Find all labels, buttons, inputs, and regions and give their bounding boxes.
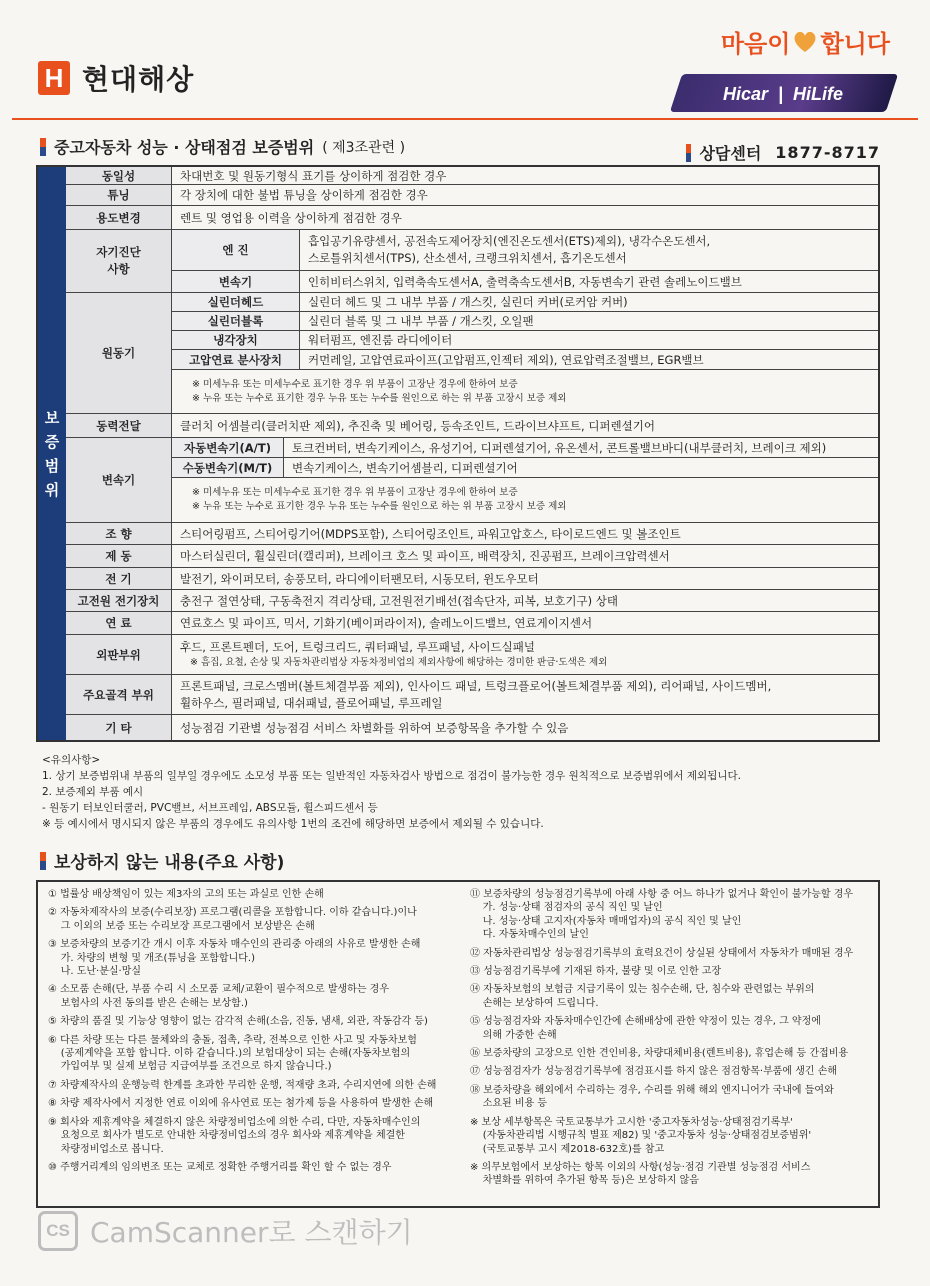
warranty-table — [36, 165, 880, 742]
engine-sub-label: 실린더블록 — [172, 312, 300, 331]
slogan-text-before: 마음이 — [720, 30, 791, 58]
engine-sub-label: 고압연료 분사장치 — [172, 350, 300, 370]
selfdiag-trans-text: 인히비터스위치, 입력축속도센서A, 출력축속도센서B, 자동변속기 관련 솔레노이드밸브 — [300, 271, 878, 293]
header-divider — [12, 118, 918, 120]
row-text-drivetrain: 클러치 어셈블리(클러치판 제외), 추진축 및 베어링, 등속조인트, 드라이브샤프트, 디퍼렌셜기어 — [172, 414, 878, 438]
engine-sub-label: 냉각장치 — [172, 331, 300, 350]
exclusion-item: ⑨ 회사와 제휴계약을 체결하지 않은 차량정비업소에 의한 수리, 다만, 자동차매수인의 요청으로 회사가 별도로 안내한 차량정비업소의 경우 회사와 제휴계약을 체결한 차량정비업소로 봅니다. — [48, 1116, 421, 1155]
engine-sub-text: 실린더 헤드 및 그 내부 부품 / 개스킷, 실린더 커버(로커암 커버) — [300, 293, 878, 312]
selfdiag-label-line1: 자기진단 — [96, 245, 141, 259]
exclusions-left-column — [48, 888, 453, 1179]
row-label-engine: 원동기 — [66, 293, 172, 414]
auto-trans-text: 토크컨버터, 변속기케이스, 유성기어, 디퍼렌셜기어, 유온센서, 콘트롤밸브바디(내부클러치, 브레이크 제외) — [284, 438, 878, 458]
engine-notes — [172, 370, 878, 414]
row-label-electric: 전 기 — [66, 568, 172, 590]
row-label-exterior: 외판부위 — [66, 635, 172, 675]
exclusion-note: ※ 의무보험에서 보상하는 항목 이외의 사항(성능·점검 기관별 성능점검 서비스 차별화를 위하여 추가된 항목 등)은 보상하지 않음 — [470, 1161, 811, 1187]
exclusion-item: ⑤ 차량의 품질 및 기능상 영향이 없는 감각적 손해(소음, 진동, 냄새, 외관, 작동감각 등) — [48, 1016, 428, 1028]
hotline-number: 1877-8717 — [775, 143, 880, 162]
company-logo — [38, 58, 194, 98]
section-bar-icon — [40, 852, 46, 870]
transmission-notes — [172, 478, 878, 523]
transmission-note: ※ 미세누유 또는 미세누수로 표기한 경우 위 부품이 고장난 경우에 한하여 보증 — [192, 487, 518, 498]
exclusion-item: ⑥ 다른 차량 또는 다른 물체와의 충돌, 접촉, 추락, 전복으로 인한 사고 및 자동차보험 (공제계약을 포함 합니다. 이하 같습니다.)의 보험대상이 되는 손해(자동차보험의 가입여부 및 실제 보험금 지급여부를 조건으로 하지 않습니다.) — [48, 1034, 417, 1073]
transmission-note: ※ 누유 또는 누수로 표기한 경우 누유 또는 누수를 원인으로 하는 위 부품 고장시 보증 제외 — [192, 501, 567, 512]
side-char: 범 — [44, 457, 60, 475]
selfdiag-engine-label: 엔 진 — [172, 230, 300, 271]
exterior-text: 후드, 프론트펜더, 도어, 트렁크리드, 쿼터패널, 루프패널, 사이드실패널 — [180, 640, 535, 654]
heart-icon — [792, 30, 818, 54]
exclusion-item: ⑯ 보증차량의 고장으로 인한 견인비용, 차량대체비용(렌트비용), 휴업손해 등 간접비용 — [470, 1048, 849, 1060]
row-text-usage: 렌트 및 영업용 이력을 상이하게 점검한 경우 — [172, 206, 878, 230]
exclusion-item: ⑩ 주행거리계의 임의변조 또는 교체로 정확한 주행거리를 확인 할 수 없는 경우 — [48, 1161, 392, 1173]
row-text-fuel: 연료호스 및 파이프, 믹서, 기화기(베이퍼라이저), 솔레노이드밸브, 연료게이지센서 — [172, 612, 878, 635]
row-text-exterior — [172, 635, 878, 675]
exclusion-item: ⑫ 자동차관리법상 성능점검기록부의 효력요건이 상실된 상태에서 자동차가 매매된 경우 — [470, 947, 854, 959]
warranty-side-band — [38, 167, 66, 740]
exclusions-right-column — [470, 888, 874, 1193]
row-label-steering: 조 향 — [66, 523, 172, 545]
caution-line: - 원동기 터보인터쿨러, PVC밸브, 서브프레임, ABS모듈, 휠스피드센서 등 — [42, 802, 378, 814]
camscanner-watermark — [38, 1211, 413, 1251]
exclusions-title: 보상하지 않는 내용(주요 사항) — [54, 853, 285, 873]
side-char: 위 — [44, 481, 60, 499]
row-text-identity: 차대번호 및 원동기형식 표기를 상이하게 점검한 경우 — [172, 167, 878, 185]
section-title-warranty — [40, 135, 405, 158]
engine-sub-text: 실린더 블록 및 그 내부 부품 / 개스킷, 오일팬 — [300, 312, 878, 331]
engine-note: ※ 미세누유 또는 미세누수로 표기한 경우 위 부품이 고장난 경우에 한하여 보증 — [192, 378, 518, 390]
selfdiag-engine-line1: 흡입공기유량센서, 공전속도제어장치(엔진온도센서(ETS)제외), 냉각수온도센서, — [308, 234, 711, 248]
selfdiag-label-line2: 사항 — [107, 262, 130, 276]
hotline-bar-icon — [686, 144, 691, 162]
exclusion-item: ② 자동차제작사의 보증(수리보장) 프로그램(리콜을 포함합니다. 이하 같습니다.)이나 그 이외의 보증 또는 수리보장 프로그램에서 보상받은 손해 — [48, 907, 417, 932]
section-title-exclusions — [40, 848, 284, 873]
exclusion-item: ③ 보증차량의 보증기간 개시 이후 자동차 매수인의 관리중 아래의 사유로 발생한 손해 가. 차량의 변형 및 개조(튜닝을 포함합니다.) 나. 도난·분실·망실 — [48, 939, 421, 978]
row-text-hv: 충전구 절연상태, 구동축전지 격리상태, 고전원전기배선(접속단자, 피복, 보호기구) 상태 — [172, 590, 878, 612]
exclusion-item: ① 법률상 배상책임이 있는 제3자의 고의 또는 과실로 인한 손해 — [48, 889, 324, 900]
row-label-hv: 고전원 전기장치 — [66, 590, 172, 612]
row-text-brake: 마스터실린더, 휠실린더(캘리퍼), 브레이크 호스 및 파이프, 배력장치, 진공펌프, 브레이크압력센서 — [172, 545, 878, 568]
brand-text — [680, 80, 886, 108]
hotline — [686, 141, 880, 164]
row-text-tuning: 각 장치에 대한 불법 튜닝을 상이하게 점검한 경우 — [172, 185, 878, 206]
exclusion-item: ⑧ 차량 제작사에서 지정한 연료 이외에 유사연료 또는 첨가제 등을 사용하여 발생한 손해 — [48, 1098, 434, 1110]
engine-sub-label: 실린더헤드 — [172, 293, 300, 312]
exclusion-item: ⑰ 성능점검자가 성능점검기록부에 점검표시를 하지 않은 점검항목·부품에 생긴 손해 — [470, 1066, 838, 1078]
row-label-frame: 주요골격 부위 — [66, 675, 172, 715]
exclusion-item: ⑮ 성능점검자와 자동차매수인간에 손해배상에 관한 약정이 있는 경우, 그 약정에 의해 가중한 손해 — [470, 1016, 821, 1041]
frame-line2: 휠하우스, 필러패널, 대쉬패널, 플로어패널, 루프레일 — [180, 695, 443, 710]
caution-line: ※ 등 예시에서 명시되지 않은 부품의 경우에도 유의사항 1번의 조건에 해당하면 보증에서 제외될 수 있습니다. — [42, 818, 544, 830]
row-label-drivetrain: 동력전달 — [66, 414, 172, 438]
row-text-electric: 발전기, 와이퍼모터, 송풍모터, 라디에이터팬모터, 시동모터, 윈도우모터 — [172, 568, 878, 590]
manual-trans-text: 변속기케이스, 변속기어셈블리, 디퍼렌셜기어 — [284, 458, 878, 478]
exclusion-item: ④ 소모품 손해(단, 부품 수리 시 소모품 교체/교환이 필수적으로 발생하는 경우 보험사의 사전 동의를 받은 손해는 보상함.) — [48, 984, 390, 1009]
exclusion-item: ⑬ 성능점검기록부에 기재된 하자, 불량 및 이로 인한 고장 — [470, 966, 722, 978]
company-name: 현대해상 — [82, 63, 195, 96]
caution-line: 2. 보증제외 부품 예시 — [42, 786, 144, 798]
engine-sub-text: 커먼레일, 고압연료파이프(고압펌프,인젝터 제외), 연료압력조절밸브, EGR밸브 — [300, 350, 878, 370]
side-char: 보 — [44, 409, 60, 427]
exterior-note: ※ 흠집, 요철, 손상 및 자동차관리법상 자동차정비업의 제외사항에 해당하는 경미한 판금·도색은 제외 — [190, 657, 608, 668]
section-bar-icon — [40, 138, 46, 156]
brand-separator: | — [777, 83, 784, 104]
row-text-steering: 스티어링펌프, 스티어링기어(MDPS포함), 스티어링조인트, 파워고압호스, 타이로드엔드 및 볼조인트 — [172, 523, 878, 545]
row-label-etc: 기 타 — [66, 715, 172, 740]
auto-trans-label: 자동변속기(A/T) — [172, 438, 284, 458]
exclusion-item: ⑱ 보증차량을 해외에서 수리하는 경우, 수리를 위해 해외 엔지니어가 국내에 들여와 소요된 비용 등 — [470, 1084, 834, 1110]
side-char: 증 — [44, 433, 60, 451]
row-text-etc: 성능점검 기관별 성능점검 서비스 차별화를 위하여 보증항목을 추가할 수 있음 — [180, 720, 569, 735]
slogan-text-after: 합니다 — [820, 30, 890, 58]
exclusions-box — [36, 880, 880, 1208]
warranty-title: 중고자동차 성능 · 상태점검 보증범위 — [54, 138, 315, 157]
brand-hicar: Hicar — [722, 83, 768, 104]
caution-notes — [42, 752, 741, 832]
row-label-usage: 용도변경 — [66, 206, 172, 230]
camscanner-logo-icon: CS — [38, 1211, 78, 1251]
row-label-fuel: 연 료 — [66, 612, 172, 635]
selfdiag-trans-label: 변속기 — [172, 271, 300, 293]
manual-trans-label: 수동변속기(M/T) — [172, 458, 284, 478]
camscanner-text: CamScanner로 스캔하기 — [90, 1216, 413, 1249]
exclusion-item: ⑦ 차량제작사의 운행능력 한계를 초과한 무리한 운행, 적재량 초과, 수리지연에 의한 손해 — [48, 1079, 437, 1091]
logo-mark: H — [38, 61, 70, 95]
brand-hilife: HiLife — [793, 83, 844, 104]
selfdiag-engine-line2: 스로틀위치센서(TPS), 산소센서, 크랭크위치센서, 흡기온도센서 — [308, 251, 627, 265]
hotline-label: 상담센터 — [699, 144, 762, 163]
warranty-subtitle: ( 제3조관련 ) — [322, 139, 406, 156]
exclusion-note: ※ 보상 세부항목은 국토교통부가 고시한 '중고자동차성능·상태점검기록부' (자동차관리법 시행규칙 별표 제82) 및 '중고자동차 성능·상태점검보증범위' (국토교통부 고시 제2018-632호)를 참고 — [470, 1116, 812, 1155]
row-label-tuning: 튜닝 — [66, 185, 172, 206]
row-text-frame — [172, 675, 878, 715]
row-label-brake: 제 동 — [66, 545, 172, 568]
selfdiag-engine-text — [300, 230, 878, 271]
exclusion-item: ⑭ 자동차보험의 보험금 지급기록이 있는 침수손해, 단, 침수와 관련없는 부위의 손해는 보상하여 드립니다. — [470, 984, 815, 1009]
frame-line1: 프론트패널, 크로스멤버(볼트체결부품 제외), 인사이드 패널, 트렁크플로어(볼트체결부품 제외), 리어패널, 사이드멤버, — [180, 678, 772, 693]
row-label-transmission: 변속기 — [66, 438, 172, 523]
caution-line: 1. 상기 보증범위내 부품의 일부일 경우에도 소모성 부품 또는 일반적인 자동차검사 방법으로 점검이 불가능한 경우 원칙적으로 보증범위에서 제외됩니다. — [42, 770, 741, 782]
row-label-selfdiag — [66, 230, 172, 293]
engine-sub-text: 워터펌프, 엔진룸 라디에이터 — [300, 331, 878, 350]
exclusion-item: ⑪ 보증차량의 성능점검기록부에 아래 사항 중 어느 하나가 없거나 확인이 불가능할 경우 가. 성능·상태 점검자의 공식 직인 및 날인 나. 성능·상태 고지자(자동차 매매업자)의 공식 직인 및 날인 다. 자동차매수인의 날인 — [470, 889, 854, 941]
row-label-identity: 동일성 — [66, 167, 172, 185]
slogan — [721, 24, 890, 59]
engine-note: ※ 누유 또는 누수로 표기한 경우 누유 또는 누수를 원인으로 하는 위 부품 고장시 보증 제외 — [192, 392, 567, 404]
caution-title: <유의사항> — [42, 754, 101, 766]
